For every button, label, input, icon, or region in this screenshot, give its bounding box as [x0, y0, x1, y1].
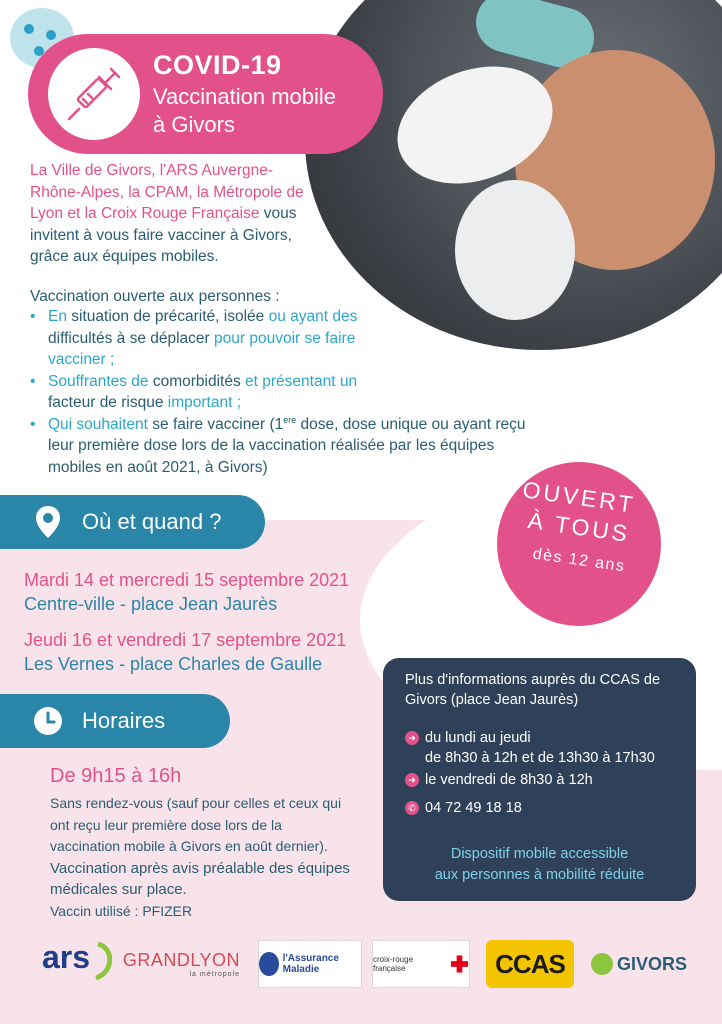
ccas-logo: CCAS	[486, 940, 574, 988]
glove-shape	[455, 180, 575, 320]
location-pin-icon	[32, 506, 64, 538]
info-item: ➜ le vendredi de 8h30 à 12h	[405, 770, 593, 790]
where-details	[24, 568, 349, 676]
title-banner	[28, 34, 383, 154]
clock-icon	[32, 705, 64, 737]
date-line: Jeudi 16 et vendredi 17 septembre 2021	[24, 630, 347, 650]
grandlyon-logo: GRANDLYON la métropole	[122, 950, 240, 978]
eligibility-heading: Vaccination ouverte aux personnes :	[30, 288, 280, 305]
vaccination-photo	[305, 0, 722, 350]
phone-icon: ✆	[405, 801, 419, 815]
invite-text: vous invitent à vous faire vacciner à Givors, grâce aux équipes mobiles.	[30, 205, 297, 265]
arrow-right-icon: ➜	[405, 773, 419, 787]
phone-item[interactable]: ✆ 04 72 49 18 18	[405, 798, 522, 818]
list-item: • En situation de précarité, isolée ou ayant des difficultés à se déplacer pour pouvoir se faire vacciner ;	[30, 306, 370, 371]
list-item: • Qui souhaitent se faire vacciner (1ere dose, dose unique ou ayant reçu leur première dose lors de la vaccination réalisée par les équipes mobiles en août 2021, à Givors)	[30, 414, 550, 479]
croix-rouge-logo: croix-rouge française	[372, 940, 470, 988]
place-line: Centre-ville - place Jean Jaurès	[24, 594, 278, 614]
open-to-all-badge: OUVERT À TOUS dès 12 ans	[497, 462, 661, 626]
place-line: Les Vernes - place Charles de Gaulle	[24, 654, 323, 674]
syringe-icon	[48, 48, 140, 140]
page-subtitle: Vaccination mobile à Givors	[153, 84, 337, 137]
date-line: Mardi 14 et mercredi 15 septembre 2021	[24, 570, 350, 590]
intro-paragraph	[30, 160, 320, 268]
hours-time: De 9h15 à 16h	[50, 765, 182, 787]
info-item: ➜ du lundi au jeudi de 8h30 à 12h et de 13h30 à 17h30	[405, 728, 655, 768]
accessibility-note: Dispositif mobile accessible aux personnes à mobilité réduite	[434, 846, 645, 883]
list-item: • Souffrantes de comorbidités et présentant un facteur de risque important ;	[30, 371, 390, 414]
ars-logo	[40, 938, 120, 988]
page-title: COVID-19	[153, 50, 282, 80]
eligibility-list	[30, 306, 550, 478]
arrow-right-icon: ➜	[405, 731, 419, 745]
where-heading: Où et quand ?	[0, 495, 265, 549]
red-cross-icon	[450, 954, 469, 974]
assurance-maladie-logo: l'Assurance Maladie	[258, 940, 362, 988]
svg-text:ars: ars	[42, 939, 91, 975]
info-title: Plus d'informations auprès du CCAS de Givors (place Jean Jaurès)	[405, 672, 661, 708]
givors-logo: GIVORS	[588, 938, 690, 990]
partner-logos	[0, 930, 722, 1000]
info-box	[383, 658, 696, 901]
partners-text: La Ville de Givors, l'ARS Auvergne-Rhône-Alpes, la CPAM, la Métropole de Lyon et la Croix Rouge Française	[30, 162, 304, 222]
hours-heading: Horaires	[0, 694, 230, 748]
hours-details: Sans rendez-vous (sauf pour celles et ceux qui ont reçu leur première dose lors de la vaccination mobile à Givors en août dernier). Vaccination après avis préalable des équipes médicales sur place. Vaccin utilisé : PFIZER	[50, 795, 350, 919]
